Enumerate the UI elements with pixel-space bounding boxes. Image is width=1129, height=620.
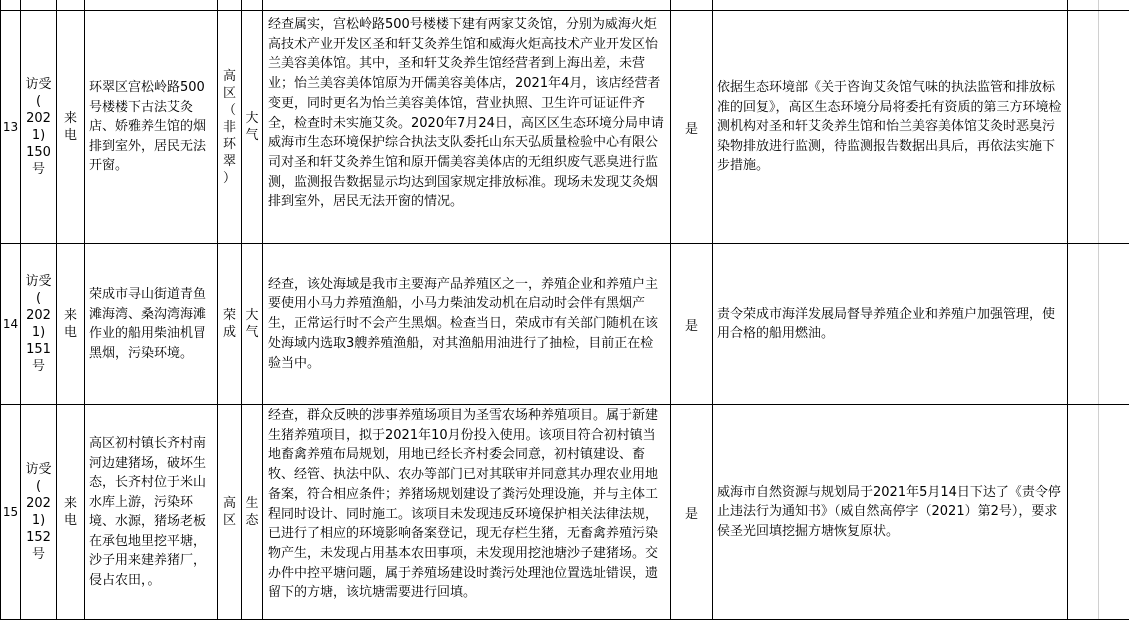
case-number-part: 202	[26, 496, 51, 511]
row-index: 13	[2, 120, 19, 134]
address-text: 环翠区宫松岭路500号楼楼下古法艾灸店、娇雅养生馆的烟排到室外，居民无法开窗。	[89, 80, 207, 174]
case-number-part: 访受	[25, 274, 52, 289]
investigation-finding	[268, 15, 666, 241]
district	[218, 11, 241, 243]
case-number-part: 202	[26, 308, 51, 323]
category-char: 气	[245, 325, 259, 340]
source-char: 电	[63, 128, 77, 143]
district-char: 荣	[222, 308, 236, 323]
pollution-category	[242, 405, 262, 619]
case-number-part: 访受	[25, 77, 52, 92]
district-char: ）	[222, 170, 236, 186]
source-char: 来	[63, 496, 77, 511]
case-number-part: 号	[31, 162, 45, 177]
action-text: 威海市自然资源与规划局于2021年5月14日下达了《责令停止违法行为通知书》（威自然高停字（2021）第2号），要求侯圣光回填挖掘方塘恢复原状。	[717, 484, 1061, 539]
investigation-finding	[268, 406, 666, 618]
verified-flag: 是	[684, 318, 698, 334]
address-text: 高区初村镇长齐村南河边建猪场，破坏生态，长齐村位于米山水库上游，污染环境、水源，猪场老板在承包地里挖平塘，沙子用来建养猪厂，侵占农田，。	[89, 436, 207, 588]
column-border	[1067, 0, 1068, 620]
column-border	[84, 0, 85, 620]
category-char: 大	[245, 111, 259, 126]
complaint-source	[57, 11, 84, 243]
case-number	[21, 244, 56, 404]
source-char: 电	[63, 513, 77, 528]
action-text: 责令荣成市海洋发展局督导养殖企业和养殖户加强管理，使用合格的船用燃油。	[717, 306, 1056, 341]
district-char: 区	[222, 513, 236, 528]
source-char: 来	[63, 111, 77, 126]
handling-action	[717, 405, 1063, 619]
case-number-part: 1)	[31, 513, 46, 528]
finding-text: 经查属实，宫松岭路500号楼楼下建有两家艾灸馆，分别为威海火炬高技术产业开发区圣和轩艾灸养生馆和威海火炬高技术产业开发区怡兰美容美体馆。其中，圣和轩艾灸养生馆经营者到上海出差，未营业；怡兰美容美体馆原为开儒美容美体店，2021年4月，该店经营者变更，同时更名为怡兰美容美体馆，营业执照、卫生许可证证件齐全，检查时未实施艾灸。2020年7月24日，高区区生态环境分局申请威海市生态环境保护综合执法支队委托山东天弘质量检验中心有限公司对圣和轩艾灸养生馆和原开儒美容美体店的无组织废气恶臭进行监测，监测报告数据显示均达到国家规定排放标准。现场未发现艾灸烟排到室外，居民无法开窗的情况。	[268, 17, 664, 210]
case-number-part: 150	[26, 145, 51, 160]
complaint-source	[57, 405, 84, 619]
case-number-part: 151	[26, 342, 51, 357]
column-border	[262, 0, 263, 620]
district	[218, 405, 241, 619]
row-index: 14	[2, 317, 19, 331]
district-char: 翠	[222, 153, 236, 169]
district-char: 非	[222, 119, 236, 135]
complaint-address	[89, 405, 215, 619]
case-number-part: (	[35, 94, 42, 109]
case-number-part: (	[35, 479, 42, 494]
case-number-part: 152	[26, 530, 51, 545]
handling-action	[717, 244, 1063, 404]
district-char: 区	[222, 85, 236, 101]
verified-flag: 是	[684, 506, 698, 522]
case-number	[21, 405, 56, 619]
finding-text: 经查，该处海域是我市主要海产品养殖区之一，养殖企业和养殖户主要使用小马力养殖渔船，小马力柴油发动机在启动时会伴有黑烟产生，正常运行时不会产生黑烟。检查当日，荣成市有关部门随机在该处海域内选取3艘养殖渔船，对其渔船用油进行了抽检，目前正在检验当中。	[268, 276, 659, 371]
address-text: 荣成市寻山街道青鱼滩海湾、桑沟湾海滩作业的船用柴油机冒黑烟，污染环境。	[89, 287, 207, 361]
district	[218, 244, 241, 404]
complaint-address	[89, 11, 215, 243]
case-number-part: 号	[31, 359, 45, 374]
category-char: 大	[245, 308, 259, 323]
row-index: 15	[2, 505, 19, 519]
pollution-category	[242, 11, 262, 243]
case-number-part: (	[35, 291, 42, 306]
investigation-finding	[268, 244, 666, 404]
finding-text: 经查，群众反映的涉事养殖场项目为圣雪农场种养殖项目。属于新建生猪养殖项目，拟于2021年10月份投入使用。该项目符合初村镇当地畜禽养殖布局规划，用地已经长齐村委会同意，初村镇建设、畜牧、经管、执法中队、农办等部门已对其联审并同意其办理农业用地备案，符合相应条件；养猪场规划建设了粪污处理设施，并与主体工程同时设计、同时施工。该项目未发现违反环境保护相关法律法规，已进行了相应的环境影响备案登记，现无存栏生猪，无畜禽养殖污染物产生，未发现占用基本农田事项，未发现用挖池塘沙子建猪场。交办件中控平塘问题，属于养殖场建设时粪污处理池位置选址错误，遗留下的方塘，该坑塘需要进行回填。	[268, 408, 659, 601]
case-number-part: 号	[31, 547, 45, 562]
case-number-part: 1)	[31, 128, 46, 143]
column-border	[712, 0, 713, 620]
handling-action	[717, 11, 1063, 243]
source-char: 来	[63, 308, 77, 323]
district-char: 高	[222, 68, 236, 84]
category-char: 气	[245, 128, 259, 143]
case-number-part: 访受	[25, 462, 52, 477]
pollution-category	[242, 244, 262, 404]
column-border	[1098, 0, 1099, 620]
case-number-part: 202	[26, 111, 51, 126]
category-char: 态	[245, 513, 259, 528]
district-char: 高	[222, 496, 236, 511]
complaint-address	[89, 244, 215, 404]
source-char: 电	[63, 325, 77, 340]
action-text: 依据生态环境部《关于咨询艾灸馆气味的执法监管和排放标准的回复》，高区生态环境分局将委托有资质的第三方环境检测机构对圣和轩艾灸养生馆和怡兰美容美体馆艾灸时恶臭污染物排放进行监测，待监测报告数据出具后，再依法实施下步措施。	[717, 80, 1062, 174]
district-char: 成	[222, 325, 236, 340]
case-number	[21, 11, 56, 243]
district-char: 环	[222, 136, 236, 152]
complaint-source	[57, 244, 84, 404]
district-char: （	[222, 102, 236, 118]
category-char: 生	[245, 496, 259, 511]
case-number-part: 1)	[31, 325, 46, 340]
verified-flag: 是	[684, 121, 698, 137]
